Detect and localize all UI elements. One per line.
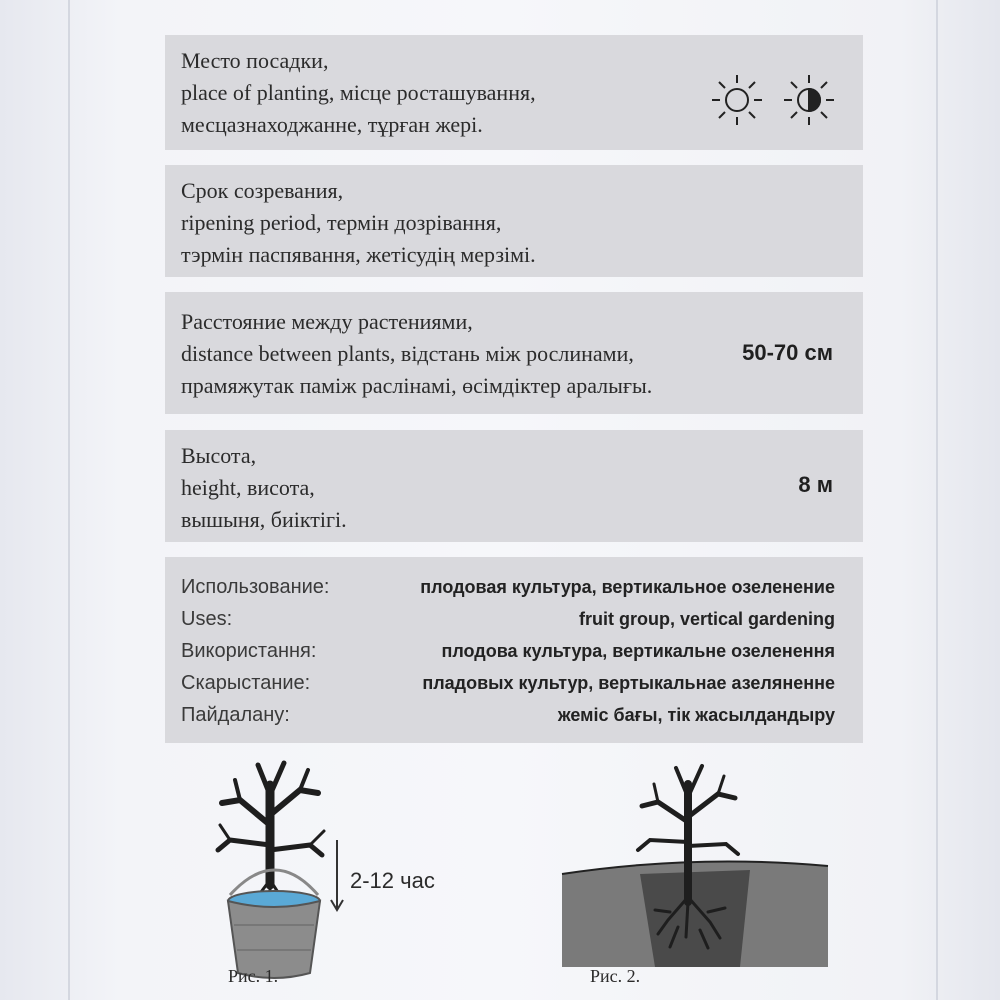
uses-row (181, 667, 835, 699)
plant-distance-label (181, 306, 652, 402)
height-value: 8 м (798, 472, 833, 497)
label-line: месцазнаходжанне, тұрған жері. (181, 112, 483, 137)
label-line: Срок созревания, (181, 178, 344, 203)
card-right-edge (936, 0, 938, 1000)
light-requirements (707, 69, 841, 131)
figure-2-planting-illustration (560, 762, 830, 972)
plant-distance-value: 50-70 см (742, 340, 833, 365)
uses-value: пладовых культур, вертыкальнае азеляненне (422, 673, 835, 693)
label-line: place of planting, місце росташування, (181, 80, 536, 105)
uses-row (181, 571, 835, 603)
uses-label: Использование: (181, 576, 330, 598)
uses-value: жеміс бағы, тік жасылдандыру (557, 705, 835, 725)
half-sun-icon (784, 75, 834, 125)
place-of-planting-label (181, 45, 536, 141)
plant-distance-panel (165, 292, 863, 414)
uses-row (181, 603, 835, 635)
height-panel (165, 430, 863, 542)
uses-label: Uses: (181, 608, 233, 630)
card-left-edge (68, 0, 70, 1000)
uses-row (181, 635, 835, 667)
figure-2-caption: Рис. 2. (590, 966, 641, 986)
uses-row (181, 699, 835, 731)
height-label (181, 440, 347, 536)
uses-label: Пайдалану: (181, 704, 290, 726)
ripening-period-label (181, 175, 536, 271)
label-line: вышыня, биіктігі. (181, 507, 347, 532)
uses-panel (165, 557, 863, 743)
uses-label: Використання: (181, 640, 317, 662)
label-line: тэрмін паспявання, жетісудің мерзімі. (181, 242, 536, 267)
uses-value: плодова культура, вертикальне озеленення (441, 641, 835, 661)
label-line: ripening period, термін дозрівання, (181, 210, 502, 235)
down-arrow-icon (328, 838, 346, 912)
uses-label: Скарыстание: (181, 672, 311, 694)
soaking-duration: 2-12 час (350, 868, 435, 893)
planting-hole (640, 870, 750, 967)
uses-value: fruit group, vertical gardening (578, 609, 835, 629)
sun-icon (712, 75, 762, 125)
place-of-planting-panel (165, 35, 863, 150)
label-line: height, висота, (181, 475, 315, 500)
label-line: прамяжутак паміж раслінамі, өсімдіктер аралығы. (181, 373, 653, 398)
ripening-period-panel (165, 165, 863, 277)
label-line: Высота, (181, 443, 257, 468)
label-line: Место посадки, (181, 48, 329, 73)
label-line: Расстояние между растениями, (181, 309, 473, 334)
label-line: distance between plants, відстань між рослинами, (181, 341, 634, 366)
figure-1-caption: Рис. 1. (228, 966, 279, 986)
uses-value: плодовая культура, вертикальное озеленение (420, 577, 835, 597)
